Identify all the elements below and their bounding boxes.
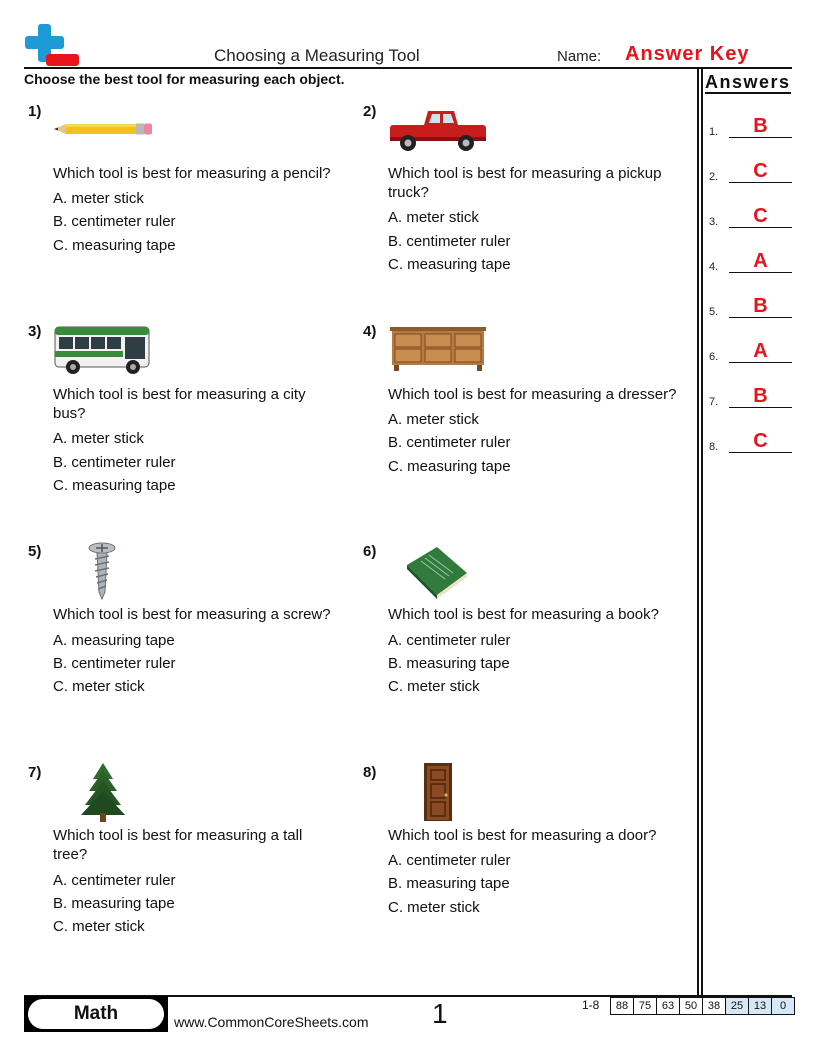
- question-text: Which tool is best for measuring a pencil?: [53, 165, 331, 182]
- answer-line: [729, 137, 792, 138]
- city-bus-icon: [53, 323, 153, 382]
- question-text: Which tool is best for measuring a screw?: [53, 606, 331, 623]
- answer-row: [709, 110, 793, 138]
- answer-value: C: [753, 205, 768, 227]
- score-cell: 0: [771, 998, 794, 1014]
- instructions: Choose the best tool for measuring each object.: [24, 71, 345, 87]
- page-title: Choosing a Measuring Tool: [214, 46, 420, 65]
- answer-row: [709, 335, 793, 363]
- question-line-1: Which tool is best for measuring a pickup: [388, 165, 662, 182]
- choice-a: A. centimeter ruler: [53, 872, 176, 889]
- score-table: [610, 997, 795, 1015]
- choice-a: A. centimeter ruler: [388, 632, 511, 649]
- choice-c: C. meter stick: [388, 678, 480, 695]
- answer-row: [709, 245, 793, 273]
- choice-c: C. meter stick: [53, 678, 145, 695]
- question-text: [53, 826, 302, 864]
- name-label: Name:: [557, 48, 602, 65]
- answer-value: B: [753, 115, 768, 137]
- screw-icon: [87, 542, 117, 605]
- problem-number: 1): [28, 103, 42, 120]
- answers-title: Answers: [705, 72, 791, 92]
- problem-number: 2): [363, 103, 377, 120]
- choice-b: B. centimeter ruler: [388, 434, 511, 451]
- choice-b: B. measuring tape: [53, 895, 175, 912]
- book-icon: [403, 543, 471, 604]
- problem-range: 1-8: [582, 998, 600, 1012]
- choice-b: B. centimeter ruler: [53, 454, 176, 471]
- choice-c: C. measuring tape: [388, 458, 511, 475]
- question-line-2: truck?: [388, 184, 429, 201]
- question-line-2: bus?: [53, 405, 86, 422]
- answer-row: [709, 290, 793, 318]
- question-text: [53, 385, 306, 423]
- answer-line: [729, 317, 792, 318]
- choice-b: B. measuring tape: [388, 655, 510, 672]
- choice-a: A. meter stick: [388, 411, 479, 428]
- page-number: 1: [432, 998, 448, 1029]
- answer-value: B: [753, 385, 768, 407]
- site-url: www.CommonCoreSheets.com: [174, 1014, 369, 1030]
- header-divider: [24, 67, 792, 69]
- question-line-1: Which tool is best for measuring a city: [53, 386, 306, 403]
- answer-number: 3.: [709, 216, 719, 228]
- problem-number: 8): [363, 764, 377, 781]
- pickup-truck-icon: [388, 107, 488, 158]
- answer-number: 4.: [709, 261, 719, 273]
- problem-number: 7): [28, 764, 42, 781]
- answer-line: [729, 182, 792, 183]
- choice-b: B. centimeter ruler: [53, 655, 176, 672]
- choice-c: C. measuring tape: [388, 256, 511, 273]
- score-cell: 75: [633, 998, 656, 1014]
- logo-icon: [24, 22, 80, 68]
- dresser-icon: [388, 325, 488, 378]
- answer-row: [709, 425, 793, 453]
- answer-number: 1.: [709, 126, 719, 138]
- problem-number: 5): [28, 543, 42, 560]
- answer-number: 7.: [709, 396, 719, 408]
- answer-line: [729, 227, 792, 228]
- answer-line: [729, 407, 792, 408]
- choice-a: A. meter stick: [53, 190, 144, 207]
- question-text: Which tool is best for measuring a book?: [388, 606, 659, 623]
- answer-value: B: [753, 295, 768, 317]
- choice-a: A. meter stick: [53, 430, 144, 447]
- score-cell: 25: [725, 998, 748, 1014]
- answer-line: [729, 452, 792, 453]
- answer-row: [709, 200, 793, 228]
- score-cell: 63: [656, 998, 679, 1014]
- answer-value: C: [753, 160, 768, 182]
- choice-b: B. centimeter ruler: [53, 213, 176, 230]
- answer-number: 8.: [709, 441, 719, 453]
- answer-value: C: [753, 430, 768, 452]
- choice-b: B. centimeter ruler: [388, 233, 511, 250]
- problem-number: 3): [28, 323, 42, 340]
- score-cell: 88: [615, 1000, 629, 1012]
- score-cell: 50: [679, 998, 702, 1014]
- answer-line: [729, 272, 792, 273]
- choice-b: B. measuring tape: [388, 875, 510, 892]
- answer-number: 5.: [709, 306, 719, 318]
- choice-a: A. centimeter ruler: [388, 852, 511, 869]
- score-cell: 13: [748, 998, 771, 1014]
- choice-c: C. measuring tape: [53, 477, 176, 494]
- door-icon: [423, 762, 453, 827]
- score-cell: 38: [702, 998, 725, 1014]
- choice-a: A. meter stick: [388, 209, 479, 226]
- subject-label: Math: [28, 999, 164, 1029]
- problem-number: 6): [363, 543, 377, 560]
- answer-number: 6.: [709, 351, 719, 363]
- choice-c: C. meter stick: [53, 918, 145, 935]
- answer-key-label: Answer Key: [625, 43, 750, 65]
- answer-number: 2.: [709, 171, 719, 183]
- answer-line: [729, 362, 792, 363]
- column-divider: [701, 67, 703, 995]
- choice-a: A. measuring tape: [53, 632, 175, 649]
- question-text: Which tool is best for measuring a door?: [388, 827, 657, 844]
- column-divider: [697, 67, 699, 995]
- answer-row: [709, 155, 793, 183]
- tree-icon: [79, 763, 127, 828]
- answer-value: A: [753, 250, 768, 272]
- question-text: Which tool is best for measuring a dresser?: [388, 386, 677, 403]
- answer-row: [709, 380, 793, 408]
- question-text: [388, 164, 661, 202]
- answer-value: A: [753, 340, 768, 362]
- pencil-icon: [54, 118, 154, 145]
- choice-c: C. measuring tape: [53, 237, 176, 254]
- question-line-1: Which tool is best for measuring a tall: [53, 827, 303, 844]
- choice-c: C. meter stick: [388, 899, 480, 916]
- problem-number: 4): [363, 323, 377, 340]
- question-line-2: tree?: [53, 846, 88, 863]
